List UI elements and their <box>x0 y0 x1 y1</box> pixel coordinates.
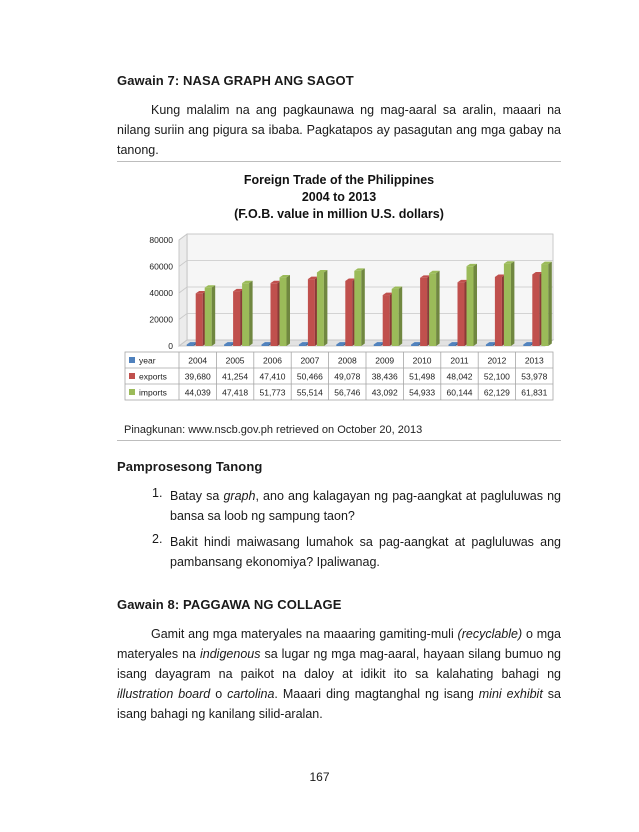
table-cell-year-2005: 2005 <box>225 355 245 366</box>
table-cell-exports-2008: 49,078 <box>334 371 361 382</box>
bar-imports-2004 <box>205 288 212 346</box>
bar-exports-2011 <box>458 282 465 346</box>
table-cell-exports-2011: 48,042 <box>446 371 473 382</box>
figure-bottom-rule <box>117 440 561 441</box>
bar-exports-2010 <box>420 278 427 346</box>
bar-year-2009 <box>374 345 381 346</box>
table-cell-year-2011: 2011 <box>450 355 469 366</box>
bar-exports-2013 <box>532 274 539 346</box>
bar-side-imports-2006 <box>287 275 291 346</box>
legend-label-imports: imports <box>139 387 167 398</box>
bar-year-2010 <box>411 345 418 346</box>
chart-title-line-2: 2004 to 2013 <box>301 190 377 204</box>
pamprosesong-heading: Pamprosesong Tanong <box>117 459 263 474</box>
table-cell-exports-2004: 39,680 <box>184 371 211 382</box>
legend-key-imports <box>129 389 135 395</box>
table-cell-imports-2012: 62,129 <box>483 387 510 398</box>
bar-imports-2005 <box>242 283 249 346</box>
bar-year-2011 <box>449 345 456 346</box>
figure-top-rule <box>117 161 561 162</box>
question-2-number: 2. <box>152 532 163 546</box>
bar-exports-2005 <box>233 291 240 346</box>
bar-side-imports-2007 <box>324 270 328 346</box>
table-cell-exports-2013: 53,978 <box>521 371 548 382</box>
table-cell-year-2009: 2009 <box>375 355 395 366</box>
table-cell-year-2012: 2012 <box>487 355 507 366</box>
bar-exports-2012 <box>495 277 502 346</box>
bar-year-2013 <box>523 345 530 346</box>
table-cell-imports-2007: 55,514 <box>296 387 323 398</box>
bar-exports-2007 <box>308 279 315 346</box>
y-tick-label: 40000 <box>149 288 173 298</box>
y-tick-label: 60000 <box>149 261 173 272</box>
table-cell-imports-2009: 43,092 <box>371 387 398 398</box>
table-cell-imports-2006: 51,773 <box>259 387 286 398</box>
trade-chart <box>117 228 561 418</box>
question-1-number: 1. <box>152 486 163 500</box>
chart-title-line-3: (F.O.B. value in million U.S. dollars) <box>234 207 444 221</box>
bar-year-2005 <box>224 345 231 346</box>
bar-side-imports-2008 <box>361 268 365 346</box>
bar-imports-2013 <box>541 264 548 346</box>
gawain7-intro: Kung malalim na ang pagkaunawa ng mag-aaral sa aralin, maaari na nilang suriin ang pigura sa ibaba. Pagkatapos ay pasagutan ang mga gabay na tanong. <box>117 103 561 157</box>
bar-exports-2009 <box>383 295 390 346</box>
legend-key-exports <box>129 373 135 379</box>
table-cell-imports-2008: 56,746 <box>334 387 361 398</box>
table-cell-imports-2010: 54,933 <box>409 387 436 398</box>
bar-side-imports-2005 <box>249 281 253 346</box>
chart-title <box>117 172 561 223</box>
bar-imports-2007 <box>317 272 324 346</box>
bar-year-2004 <box>187 345 194 346</box>
bar-exports-2006 <box>271 283 278 346</box>
gawain7-heading: Gawain 7: NASA GRAPH ANG SAGOT <box>117 73 354 88</box>
bar-imports-2008 <box>354 271 361 346</box>
table-cell-imports-2005: 47,418 <box>222 387 249 398</box>
question-1: Batay sa graph, ano ang kalagayan ng pag-aangkat at pagluluwas ng bansa sa loob ng sampung taon? <box>170 489 561 523</box>
y-tick-label: 0 <box>168 341 173 351</box>
question-1-graph-term: graph <box>223 489 256 503</box>
table-cell-imports-2013: 61,831 <box>521 387 548 398</box>
bar-side-imports-2013 <box>548 262 552 346</box>
bar-year-2006 <box>262 345 269 346</box>
legend-label-exports: exports <box>139 371 167 382</box>
bar-exports-2008 <box>345 281 352 346</box>
table-cell-year-2008: 2008 <box>337 355 357 366</box>
table-cell-exports-2006: 47,410 <box>259 371 286 382</box>
gawain8-heading: Gawain 8: PAGGAWA NG COLLAGE <box>117 597 342 612</box>
bar-imports-2012 <box>504 264 511 346</box>
gawain8-paragraph: Gamit ang mga materyales na maaaring gamiting-muli (recyclable) o mga materyales na indigenous sa lugar ng mga mag-aaral, hayaan silang bumuo ng isang dayagram na paikot na daloy at idikit ito sa kalahating bahagi ng illustration board o cartolina. Maaari ding magtanghal ng isang mini exhibit sa isang bahagi ng kanilang silid-aralan. <box>117 627 562 721</box>
y-tick-label: 80000 <box>149 235 173 245</box>
table-cell-year-2006: 2006 <box>263 355 282 366</box>
bar-side-imports-2012 <box>511 261 515 346</box>
legend-label-year: year <box>139 355 156 366</box>
table-cell-year-2007: 2007 <box>300 355 320 366</box>
bar-year-2012 <box>486 345 493 346</box>
bar-year-2007 <box>299 345 306 346</box>
question-2: Bakit hindi maiwasang lumahok sa pag-aangkat at pagluluwas ang pambansang ekonomiya? Ipaliwanag. <box>170 535 561 569</box>
bar-year-2008 <box>336 345 343 346</box>
bar-side-imports-2011 <box>474 264 478 346</box>
legend-key-year <box>129 357 135 363</box>
table-cell-year-2004: 2004 <box>188 355 208 366</box>
table-cell-exports-2005: 41,254 <box>222 371 249 382</box>
bar-imports-2010 <box>429 273 436 346</box>
table-cell-imports-2011: 60,144 <box>446 387 473 398</box>
chart-title-line-1: Foreign Trade of the Philippines <box>243 173 435 187</box>
figure-source: Pinagkunan: www.nscb.gov.ph retrieved on October 20, 2013 <box>124 424 423 436</box>
table-cell-exports-2007: 50,466 <box>296 371 323 382</box>
table-cell-exports-2009: 38,436 <box>371 371 398 382</box>
bar-side-imports-2009 <box>399 286 403 346</box>
bar-side-imports-2010 <box>436 271 440 346</box>
bar-imports-2009 <box>392 289 399 346</box>
table-cell-exports-2012: 52,100 <box>483 371 510 382</box>
bar-imports-2006 <box>280 277 287 346</box>
table-cell-year-2013: 2013 <box>524 355 544 366</box>
table-cell-year-2010: 2010 <box>412 355 432 366</box>
bar-exports-2004 <box>196 293 203 346</box>
table-cell-exports-2010: 51,498 <box>409 371 436 382</box>
table-cell-imports-2004: 44,039 <box>184 387 211 398</box>
page-number: 167 <box>309 770 330 784</box>
bar-imports-2011 <box>467 266 474 346</box>
y-tick-label: 20000 <box>149 314 173 325</box>
bar-side-imports-2004 <box>212 285 216 346</box>
